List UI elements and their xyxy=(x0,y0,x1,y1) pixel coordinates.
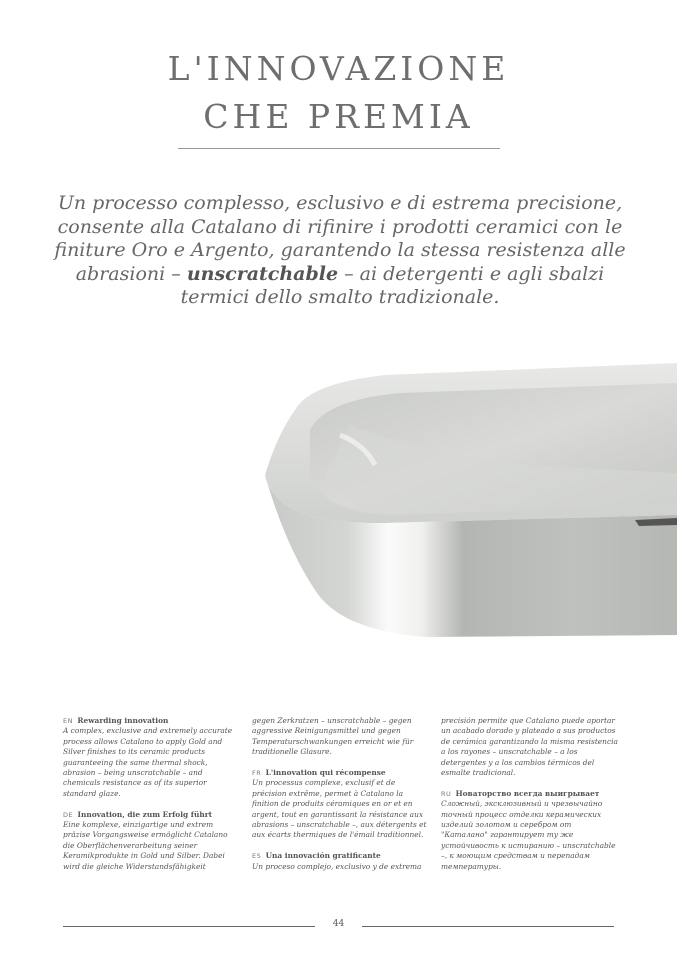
washbasin-product-image xyxy=(255,355,677,645)
heading-es: Una innovación gratificante xyxy=(265,851,381,861)
title-divider xyxy=(178,148,500,149)
lang-code-fr: FR xyxy=(252,769,262,778)
lang-code-en: EN xyxy=(63,717,73,725)
page-number: 44 xyxy=(332,919,345,929)
column-1 xyxy=(63,716,241,882)
heading-en: Rewarding innovation xyxy=(77,716,169,725)
heading-ru: Новаторство всегда выигрывает xyxy=(455,788,600,798)
body-en: A complex, exclusive and extremely accurate process allows Catalano to apply Gold and Silver finishes to its ceramic products guaranteeing the same thermal shock, abrasion – being unscratchable – and chemicals resistance as of its superior standard glaze. xyxy=(63,726,233,798)
footer-rule-right xyxy=(362,926,614,927)
body-es-part2: precisión permite que Catalano puede aportar un acabado dorado y plateado a sus productos de cerámica garantizando la misma resistencia a los rayones – unscratchable – a los detergentes y a los cambios térmicos del esmalte tradicional. xyxy=(441,716,618,778)
heading-de: Innovation, die zum Erfolg führt xyxy=(77,809,213,819)
body-de-part2: gegen Zerkratzen – unscratchable – gegen aggressive Reinigungsmittel und gegen Temperaturschwankungen erreicht wie für traditionelle Glasure. xyxy=(252,716,414,757)
footer-rule-left xyxy=(63,926,315,927)
body-ru: Сложный, эксклюзивный и чрезвычайно точный процесс отделки керамических изделий золотом и серебром от "Каталано" гарантирует ту же устойчивость к истиранию – unscratchable –, к моющим средствам и перепадам температуры. xyxy=(441,799,616,871)
body-fr: Un processus complexe, exclusif et de précision extrême, permet à Catalano la finition de produits céramiques en or et en argent, tout en garantissant la résistance aux abrasions – unscratchable –, aux détergents et aux écarts thermiques de l'émail traditionnel. xyxy=(252,778,427,840)
body-es-part1: Un proceso complejo, exclusivo y de extrema xyxy=(252,861,422,871)
lang-code-es: ES xyxy=(252,852,262,861)
lang-code-ru: RU xyxy=(441,789,452,798)
lang-code-de: DE xyxy=(63,810,74,819)
lead-emphasis: unscratchable xyxy=(186,262,339,285)
column-2 xyxy=(252,716,430,882)
lead-paragraph xyxy=(40,192,640,310)
column-3 xyxy=(441,716,619,882)
body-de-part1: Eine komplexe, einzigartige und extrem präzise Vorgangsweise ermöglicht Catalano die Oberflächenverarbeitung seiner Keramikprodukte in Gold und Silber. Dabei wird die gleiche Widerstandsfähigkeit xyxy=(63,820,228,871)
lead-text-part1: Un processo complesso, esclusivo e di estrema precisione, consente alla Catalano di rifinire i prodotti ceramici con le finiture Oro e Argento, garantendo la stessa resistenza alle abrasioni – xyxy=(54,192,626,285)
title-line-2: CHE PREMIA xyxy=(203,97,474,136)
lead-text-part2: – ai detergenti e agli sbalzi termici dello smalto tradizionale. xyxy=(180,262,605,308)
heading-fr: L'innovation qui récompense xyxy=(265,768,386,778)
title-line-1: L'INNOVAZIONE xyxy=(167,49,510,88)
